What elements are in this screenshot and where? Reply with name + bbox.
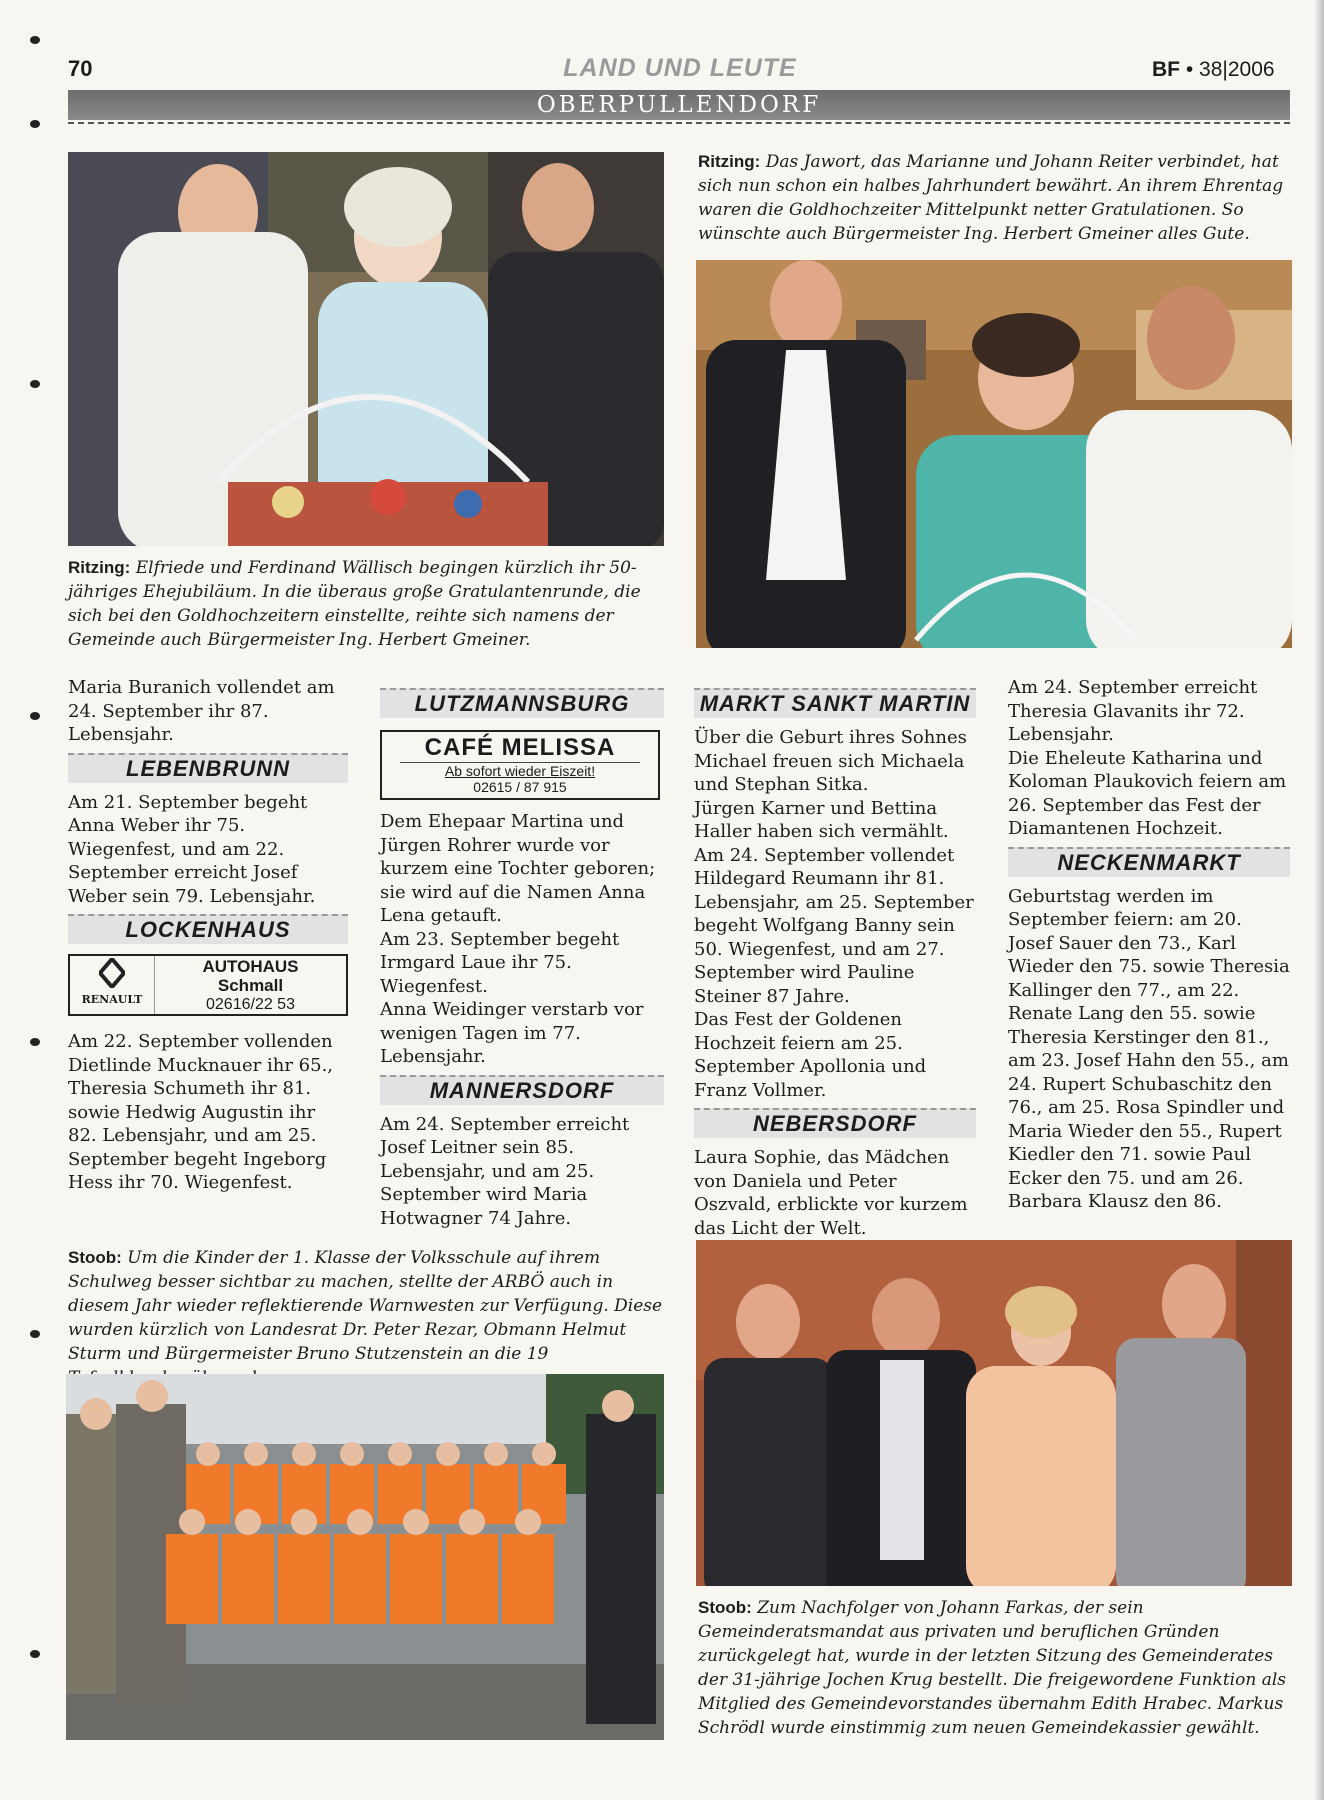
page-number: 70 bbox=[68, 56, 93, 81]
scan-mark bbox=[30, 712, 40, 720]
photo-golden-wedding-reiter bbox=[696, 260, 1292, 648]
article-glavanits: Am 24. September erreicht Theresia Glavanits ihr 72. Lebensjahr. bbox=[1008, 677, 1258, 745]
scan-mark bbox=[30, 1038, 40, 1046]
separator-dot: • bbox=[1185, 58, 1194, 81]
caption-arboe-vests bbox=[68, 1246, 664, 1390]
photo-school-children-vests bbox=[66, 1374, 664, 1740]
ad-phone: 02616/22 53 bbox=[206, 995, 295, 1013]
ad-brand: RENAULT bbox=[81, 993, 143, 1007]
ad-cafe-name: CAFÉ MELISSA bbox=[424, 734, 616, 761]
photo-image bbox=[68, 152, 664, 546]
ad-autohaus-schmall bbox=[68, 954, 348, 1016]
caption-text: Um die Kinder der 1. Klasse der Volksschule auf ihrem Schulweg besser sichtbar zu machen, stellte der ARBÖ auch in diesem Jahr wieder reflektierende Warnwesten zur Verfügung. Diese wurden kürzlich von Landesrat Dr. Peter Rezar, Obmann Helmut Sturm und Bürgermeister Bruno Stutzenstein an die 19 bbox=[68, 1248, 663, 1364]
heading-lockenhaus: LOCKENHAUS bbox=[68, 914, 348, 944]
scan-mark bbox=[30, 1330, 40, 1338]
scan-mark bbox=[30, 120, 40, 128]
heading-lebenbrunn: LEBENBRUNN bbox=[68, 753, 348, 783]
article-neckenmarkt: Geburtstag werden im September feiern: am 20. Josef Sauer den 73., Karl Wieder den 75. sowie Theresia Kallinger den 77., am 22. Renate Lang den 55. sowie Theresia Kerstinger den 81., am 23. Josef Hahn den 55., am 24. Rupert Schubaschitz den 76., am 25. Rosa Spindler und Maria Wieder den 55., Rupert Kiedler den 71. sowie Paul Ecker den 75. und am 26. Barbara Klausz den 86. bbox=[1008, 885, 1290, 1212]
heading-markt-sankt-martin: MARKT SANKT MARTIN bbox=[694, 688, 976, 718]
column-4 bbox=[1008, 676, 1290, 1214]
scan-mark bbox=[30, 380, 40, 388]
heading-neckenmarkt: NECKENMARKT bbox=[1008, 847, 1290, 877]
article-weidinger: Anna Weidinger verstarb vor wenigen Tagen im 77. Lebensjahr. bbox=[380, 999, 644, 1067]
article-lockenhaus: Am 22. September vollenden Dietlinde Mucknauer ihr 65., Theresia Schumeth ihr 81. sowie Hedwig Augustin ihr 82. Lebensjahr, und am 25. September begeht Ingeborg Hess ihr 70. Wiegenfest. bbox=[68, 1031, 334, 1193]
photo-council-stoob bbox=[696, 1240, 1292, 1586]
column-3 bbox=[694, 676, 976, 1240]
caption-place: Stoob: bbox=[698, 1598, 752, 1617]
photo-golden-wedding-waellisch bbox=[68, 152, 664, 546]
photo-image bbox=[696, 260, 1292, 648]
photo-image bbox=[66, 1374, 664, 1740]
ad-text-block bbox=[155, 956, 346, 1014]
article-sitka: Über die Geburt ihres Sohnes Michael freuen sich Michaela und Stephan Sitka. bbox=[694, 727, 967, 795]
article-vollmer: Das Fest der Goldenen Hochzeit feiern am 25. September Apollonia und Franz Vollmer. bbox=[694, 1009, 927, 1101]
ad-name-line2: Schmall bbox=[217, 975, 284, 995]
caption-text: Elfriede und Ferdinand Wällisch begingen kürzlich ihr 50-jähriges Ehejubiläum. In die überaus große Gratulantenrunde, die sich bei den Goldhochzeitern einstellte, reihte sich namens der Gemeinde auch Bürgermeister Ing. Herbert Gmeiner. bbox=[68, 558, 641, 650]
article-laue: Am 23. September begeht Irmgard Laue ihr 75. Wiegenfest. bbox=[380, 928, 620, 997]
region-title: OBERPULLENDORF bbox=[536, 92, 822, 118]
caption-place: Ritzing: bbox=[698, 152, 761, 171]
caption-text: Das Jawort, das Marianne und Johann Reiter verbindet, hat sich nun schon ein halbes Jahrhundert bewährt. An ihrem Ehrentag waren die Goldhochzeiter Mittelpunkt netter Gratulationen. So wünschte auch Bürgermeister Ing. Herbert Gmeiner alles Gute. bbox=[698, 152, 1284, 244]
article-mannersdorf: Am 24. September erreicht Josef Leitner sein 85. Lebensjahr, und am 25. September wird Maria Hotwagner 74 Jahre. bbox=[380, 1113, 630, 1229]
section-title: LAND UND LEUTE bbox=[563, 54, 797, 82]
caption-place: Ritzing: bbox=[68, 558, 131, 577]
scan-mark bbox=[30, 36, 40, 44]
scan-edge-shadow bbox=[1314, 0, 1324, 1800]
article-buranich: Maria Buranich vollendet am 24. September ihr 87. Lebensjahr. bbox=[68, 677, 335, 745]
ad-logo-block bbox=[70, 956, 155, 1014]
ad-cafe-melissa bbox=[380, 730, 660, 800]
caption-council bbox=[698, 1596, 1290, 1740]
article-lebenbrunn: Am 21. September begeht Anna Weber ihr 75. Wiegenfest, und am 22. September erreicht Josef Weber sein 79. Lebensjahr. bbox=[68, 791, 316, 907]
photo-image bbox=[696, 1240, 1292, 1586]
article-karner: Jürgen Karner und Bettina Haller haben sich vermählt. bbox=[694, 797, 949, 842]
article-plaukovich: Die Eheleute Katharina und Koloman Plaukovich feiern am 26. September das Fest der Diamantenen Hochzeit. bbox=[1008, 747, 1287, 839]
caption-text: Zum Nachfolger von Johann Farkas, der sein Gemeinderatsmandat aus privaten und beruflichen Gründen zurückgelegt hat, wurde in der letzten Sitzung des Gemeinderates der 31-jährige Jochen Krug bestellt. Die freigewordene Funktion als Mitglied des Gemeindevorstandes übernahm Edith Hrabec. Markus Schrödl wurde einstimmig zum neuen Gemeindekassier gewählt. bbox=[698, 1598, 1286, 1738]
ad-cafe-tagline: Ab sofort wieder Eiszeit! bbox=[400, 762, 640, 779]
publication-issue bbox=[1152, 58, 1275, 82]
caption-reiter bbox=[698, 150, 1290, 246]
ad-name-line1: AUTOHAUS bbox=[202, 956, 299, 976]
heading-lutzmannsburg: LUTZMANNSBURG bbox=[380, 688, 664, 718]
article-nebersdorf: Laura Sophie, das Mädchen von Daniela und Peter Oszvald, erblickte vor kurzem das Licht der Welt. bbox=[694, 1147, 968, 1239]
scan-mark bbox=[30, 1650, 40, 1658]
column-2 bbox=[380, 676, 664, 1230]
heading-nebersdorf: NEBERSDORF bbox=[694, 1108, 976, 1138]
heading-mannersdorf: MANNERSDORF bbox=[380, 1075, 664, 1105]
ad-cafe-phone: 02615 / 87 915 bbox=[473, 779, 567, 795]
column-1 bbox=[68, 676, 348, 1195]
article-birthdays: Am 24. September vollendet Hildegard Reumann ihr 81. Lebensjahr, am 25. September begeht Wolfgang Banny sein 50. Wiegenfest, und am 27. September wird Pauline Steiner 87 Jahre. bbox=[694, 844, 974, 1007]
publication-name: BF bbox=[1152, 58, 1180, 81]
region-banner bbox=[68, 90, 1290, 120]
renault-logo-icon bbox=[99, 958, 125, 988]
banner-divider bbox=[68, 122, 1290, 124]
article-rohrer: Dem Ehepaar Martina und Jürgen Rohrer wurde vor kurzem eine Tochter geboren; sie wird auf die Namen Anna Lena getauft. bbox=[380, 811, 656, 926]
caption-place: Stoob: bbox=[68, 1248, 122, 1267]
caption-waellisch bbox=[68, 556, 668, 652]
issue-number: 38|2006 bbox=[1199, 58, 1275, 81]
